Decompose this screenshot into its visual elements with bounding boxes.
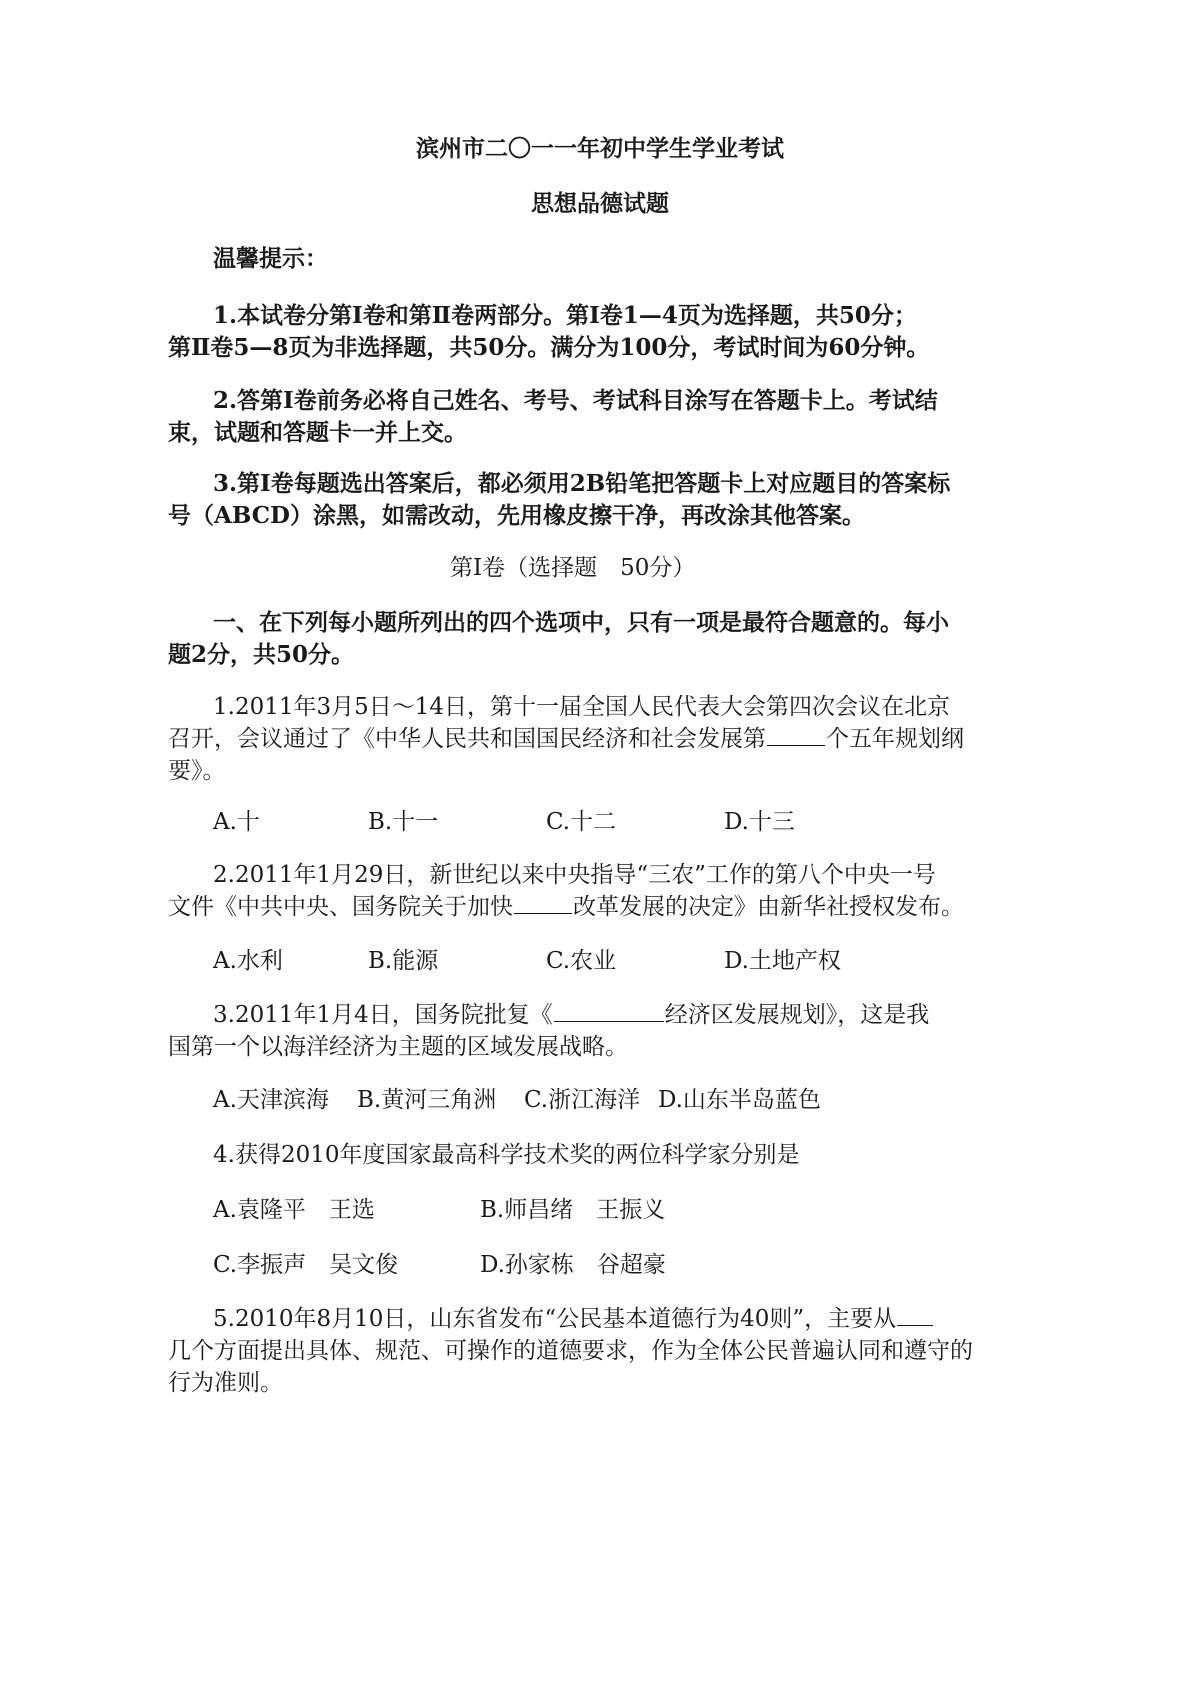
q1-option-a: A.十 [213, 809, 260, 835]
q3-option-d: D.山东半岛蓝色 [658, 1087, 821, 1113]
q5-text-before-blank: 5.2010年8月10日，山东省发布“公民基本道德行为40则”，主要从 [213, 1306, 897, 1332]
q3-line-2: 国第一个以海洋经济为主题的区域发展战略。 [168, 1034, 628, 1060]
q1-line-1: 1.2011年3月5日～14日，第十一届全国人民代表大会第四次会议在北京 [213, 694, 951, 720]
q1-option-b: B.十一 [368, 809, 439, 835]
q2-option-d: D.土地产权 [724, 948, 841, 974]
q5-answer-blank [897, 1303, 933, 1326]
q1-line-3: 要》。 [168, 758, 226, 784]
exam-title: 滨州市二〇一一年初中学生学业考试 [416, 135, 784, 162]
instruction-2-line-1: 2.答第Ⅰ卷前务必将自己姓名、考号、考试科目涂写在答题卡上。考试结 [213, 387, 938, 414]
q1-option-c: C.十二 [546, 809, 617, 835]
instructions-heading: 温馨提示： [213, 245, 328, 272]
q2-option-a: A.水利 [213, 948, 283, 974]
q3-line-1 [213, 999, 929, 1031]
q5-line-3: 行为准则。 [168, 1370, 283, 1396]
q2-answer-blank [514, 891, 572, 914]
q5-line-1 [213, 1303, 934, 1335]
part-one-line-2: 题2分，共50分。 [168, 641, 355, 668]
q2-line-2 [168, 891, 964, 923]
q2-option-c: C.农业 [546, 948, 617, 974]
instruction-1-line-1: 1.本试卷分第Ⅰ卷和第Ⅱ卷两部分。第Ⅰ卷1—4页为选择题，共50分； [213, 302, 917, 329]
instruction-1-line-2: 第Ⅱ卷5—8页为非选择题，共50分。满分为100分，考试时间为60分钟。 [168, 334, 930, 361]
q2-line-1: 2.2011年1月29日，新世纪以来中央指导“三农”工作的第八个中央一号 [213, 862, 936, 888]
q4-line-1: 4.获得2010年度国家最高科学技术奖的两位科学家分别是 [213, 1142, 800, 1168]
q1-text-after-blank: 个五年规划纲 [826, 726, 964, 752]
instruction-3-line-1: 3.第Ⅰ卷每题选出答案后，都必须用2B铅笔把答题卡上对应题目的答案标 [213, 470, 951, 497]
section-title: 第Ⅰ卷（选择题 50分） [450, 555, 696, 581]
q5-line-2: 几个方面提出具体、规范、可操作的道德要求，作为全体公民普遍认同和遵守的 [168, 1338, 973, 1364]
part-one-line-1: 一、在下列每小题所列出的四个选项中，只有一项是最符合题意的。每小 [213, 609, 949, 636]
q3-option-a: A.天津滨海 [213, 1087, 329, 1113]
q1-line-2 [168, 723, 964, 755]
q4-option-c: C.李振声 吴文俊 [213, 1252, 399, 1278]
q3-option-b: B.黄河三角洲 [357, 1087, 497, 1113]
q2-option-b: B.能源 [368, 948, 439, 974]
q3-answer-blank [554, 999, 664, 1022]
instruction-3-line-2: 号（ABCD）涂黑，如需改动，先用橡皮擦干净，再改涂其他答案。 [168, 502, 865, 529]
q4-option-b: B.师昌绪 王振义 [480, 1197, 666, 1223]
q4-option-d: D.孙家栋 谷超豪 [480, 1252, 666, 1278]
exam-subtitle: 思想品德试题 [531, 190, 669, 217]
q2-text-before-blank: 文件《中共中央、国务院关于加快 [168, 894, 513, 920]
q4-option-a: A.袁隆平 王选 [213, 1197, 375, 1223]
q1-option-d: D.十三 [724, 809, 795, 835]
q3-option-c: C.浙江海洋 [524, 1087, 641, 1113]
q2-text-after-blank: 改革发展的决定》由新华社授权发布。 [573, 894, 964, 920]
q3-text-after-blank: 经济区发展规划》，这是我 [664, 1002, 930, 1028]
q3-text-before-blank: 3.2011年1月4日，国务院批复《 [213, 1002, 553, 1028]
instruction-2-line-2: 束，试题和答题卡一并上交。 [168, 419, 467, 446]
q1-text-before-blank: 召开，会议通过了《中华人民共和国国民经济和社会发展第 [168, 726, 766, 752]
q1-answer-blank [767, 723, 825, 746]
